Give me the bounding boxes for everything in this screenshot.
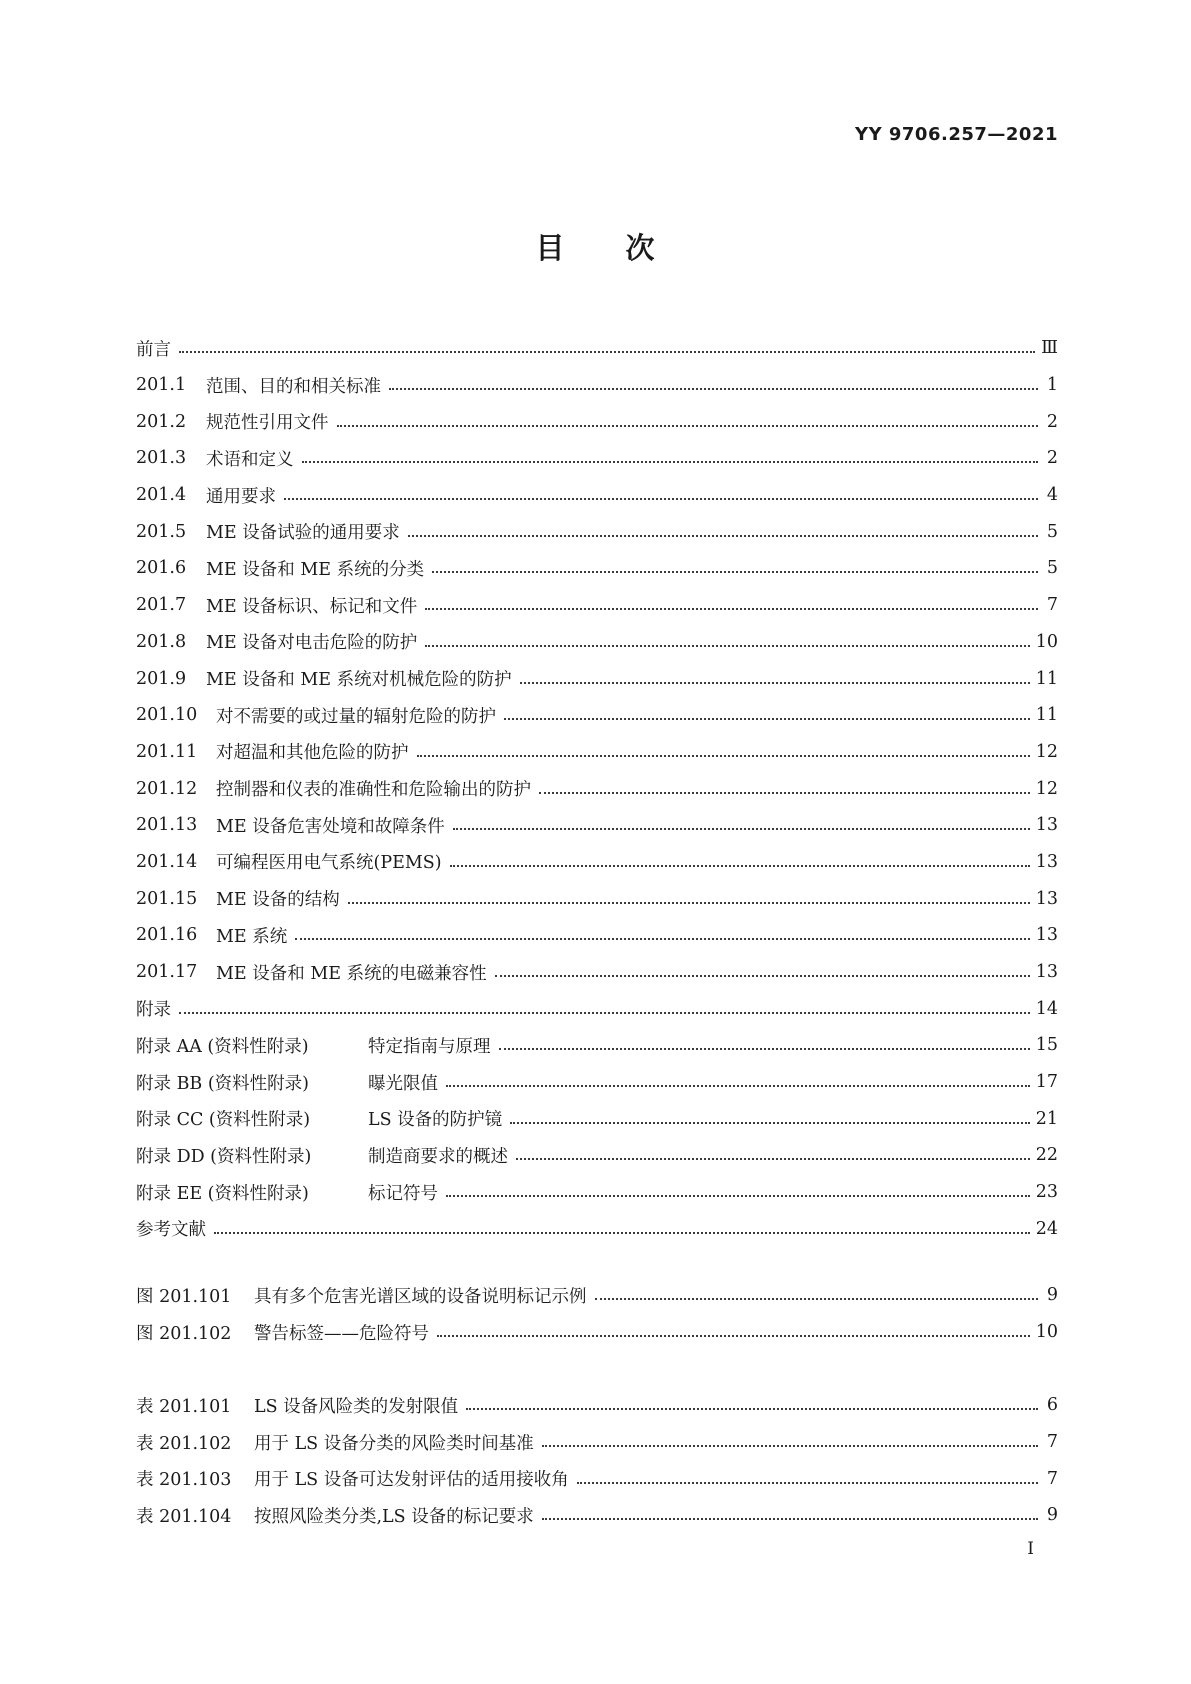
toc-number: 图 201.102 bbox=[136, 1323, 232, 1344]
leader-dots bbox=[504, 718, 1030, 720]
leader-dots bbox=[450, 865, 1030, 867]
leader-dots bbox=[520, 682, 1030, 684]
toc-label: 前言 bbox=[136, 339, 171, 360]
toc-page: 13 bbox=[1035, 815, 1058, 836]
leader-dots bbox=[417, 755, 1030, 757]
toc-page: 13 bbox=[1035, 925, 1058, 946]
toc-entry-201-10[interactable] bbox=[136, 697, 1058, 734]
leader-dots bbox=[542, 1518, 1038, 1520]
toc-number: 201.4 bbox=[136, 485, 187, 506]
toc-entry-foreword[interactable] bbox=[136, 330, 1058, 367]
toc-number: 表 201.101 bbox=[136, 1396, 232, 1417]
leader-dots bbox=[389, 388, 1038, 390]
toc-entry-table-201-102[interactable] bbox=[136, 1424, 1058, 1461]
leader-dots bbox=[425, 608, 1038, 610]
toc-page: 1 bbox=[1046, 375, 1058, 396]
toc-label: ME 设备标识、标记和文件 bbox=[206, 596, 418, 617]
leader-dots bbox=[214, 1232, 1030, 1234]
toc-page: 4 bbox=[1046, 485, 1058, 506]
document-code: YY 9706.257—2021 bbox=[855, 124, 1058, 145]
toc-label: ME 设备对电击危险的防护 bbox=[206, 633, 418, 654]
toc-page: 7 bbox=[1046, 595, 1058, 616]
toc-page: 10 bbox=[1035, 631, 1058, 652]
toc-number: 附录 EE (资料性附录) bbox=[136, 1183, 309, 1204]
leader-dots bbox=[495, 975, 1030, 977]
toc-label: 可编程医用电气系统(PEMS) bbox=[216, 853, 442, 874]
toc-page: 2 bbox=[1046, 448, 1058, 469]
leader-dots bbox=[466, 1408, 1038, 1410]
toc-page: 13 bbox=[1035, 851, 1058, 872]
toc-page: 22 bbox=[1035, 1145, 1058, 1166]
toc-label: 按照风险类分类,LS 设备的标记要求 bbox=[254, 1506, 534, 1527]
toc-number: 201.10 bbox=[136, 705, 198, 726]
toc-label: LS 设备的防护镜 bbox=[368, 1110, 503, 1131]
toc-label: 警告标签——危险符号 bbox=[254, 1323, 429, 1344]
leader-dots bbox=[302, 461, 1039, 463]
toc-entry-figure-201-101[interactable] bbox=[136, 1277, 1058, 1314]
toc-entry-201-3[interactable] bbox=[136, 440, 1058, 477]
toc-label: 对不需要的或过量的辐射危险的防护 bbox=[216, 706, 496, 727]
toc-label: 具有多个危害光谱区域的设备说明标记示例 bbox=[254, 1286, 587, 1307]
toc-entry-201-8[interactable] bbox=[136, 624, 1058, 661]
toc-label: LS 设备风险类的发射限值 bbox=[254, 1396, 459, 1417]
toc-page: 7 bbox=[1046, 1468, 1058, 1489]
leader-dots bbox=[446, 1195, 1030, 1197]
toc-number: 201.1 bbox=[136, 375, 187, 396]
toc-entry-201-7[interactable] bbox=[136, 587, 1058, 624]
toc-number: 201.14 bbox=[136, 851, 198, 872]
toc-page: 9 bbox=[1046, 1285, 1058, 1306]
toc-number: 表 201.104 bbox=[136, 1506, 232, 1527]
toc-page: 6 bbox=[1046, 1395, 1058, 1416]
toc-number: 201.16 bbox=[136, 925, 198, 946]
leader-dots bbox=[510, 1122, 1030, 1124]
toc-entry-annex-ee[interactable] bbox=[136, 1174, 1058, 1211]
toc-page: 14 bbox=[1035, 998, 1058, 1019]
toc-label: 通用要求 bbox=[206, 486, 276, 507]
title-char-1: 目 bbox=[535, 231, 566, 265]
leader-dots bbox=[437, 1335, 1030, 1337]
toc-entry-table-201-101[interactable] bbox=[136, 1387, 1058, 1424]
toc-entry-201-11[interactable] bbox=[136, 734, 1058, 771]
leader-dots bbox=[284, 498, 1038, 500]
toc-number: 附录 DD (资料性附录) bbox=[136, 1146, 312, 1167]
toc-page: 21 bbox=[1035, 1108, 1058, 1129]
leader-dots bbox=[542, 1445, 1038, 1447]
toc-number: 附录 AA (资料性附录) bbox=[136, 1036, 309, 1057]
toc-label: ME 设备和 ME 系统的电磁兼容性 bbox=[216, 963, 487, 984]
toc-label: 标记符号 bbox=[368, 1183, 438, 1204]
leader-dots bbox=[595, 1298, 1039, 1300]
toc-label: 参考文献 bbox=[136, 1220, 206, 1241]
toc-entry-201-12[interactable] bbox=[136, 770, 1058, 807]
toc-label: 用于 LS 设备分类的风险类时间基准 bbox=[254, 1433, 534, 1454]
leader-dots bbox=[499, 1048, 1030, 1050]
toc-label: 范围、目的和相关标准 bbox=[206, 376, 381, 397]
toc-label: 对超温和其他危险的防护 bbox=[216, 743, 409, 764]
toc-main bbox=[136, 330, 1058, 1247]
leader-dots bbox=[432, 571, 1038, 573]
toc-number: 201.13 bbox=[136, 815, 198, 836]
toc-label: 附录 bbox=[136, 1000, 171, 1021]
toc-figures bbox=[136, 1277, 1058, 1350]
toc-number: 201.3 bbox=[136, 448, 187, 469]
leader-dots bbox=[179, 1012, 1030, 1014]
toc-entry-appendix[interactable] bbox=[136, 990, 1058, 1027]
leader-dots bbox=[337, 425, 1039, 427]
toc-number: 201.15 bbox=[136, 888, 198, 909]
leader-dots bbox=[179, 351, 1035, 353]
toc-page: 2 bbox=[1046, 411, 1058, 432]
toc-label: ME 设备和 ME 系统的分类 bbox=[206, 559, 425, 580]
toc-page: Ⅲ bbox=[1041, 338, 1058, 359]
toc-page: 23 bbox=[1035, 1182, 1058, 1203]
toc-entry-annex-bb[interactable] bbox=[136, 1064, 1058, 1101]
toc-label: ME 设备的结构 bbox=[216, 890, 340, 911]
toc-page: 13 bbox=[1035, 962, 1058, 983]
toc-label: ME 设备危害处境和故障条件 bbox=[216, 816, 445, 837]
toc-label: 用于 LS 设备可达发射评估的适用接收角 bbox=[254, 1470, 569, 1491]
toc-entry-bibliography[interactable] bbox=[136, 1211, 1058, 1248]
leader-dots bbox=[446, 1085, 1030, 1087]
toc-entry-201-4[interactable] bbox=[136, 477, 1058, 514]
toc-entry-figure-201-102[interactable] bbox=[136, 1314, 1058, 1351]
toc-number: 图 201.101 bbox=[136, 1286, 232, 1307]
leader-dots bbox=[295, 938, 1029, 940]
toc-number: 201.6 bbox=[136, 558, 187, 579]
toc-label: ME 系统 bbox=[216, 926, 288, 947]
toc-entry-201-15[interactable] bbox=[136, 880, 1058, 917]
leader-dots bbox=[408, 535, 1038, 537]
toc-number: 201.11 bbox=[136, 741, 198, 762]
toc-tables bbox=[136, 1387, 1058, 1534]
toc-page: 13 bbox=[1035, 888, 1058, 909]
toc-number: 201.7 bbox=[136, 595, 187, 616]
toc-entry-201-13[interactable] bbox=[136, 807, 1058, 844]
toc-page: 5 bbox=[1046, 521, 1058, 542]
toc-label: 规范性引用文件 bbox=[206, 413, 329, 434]
leader-dots bbox=[539, 792, 1030, 794]
page-title bbox=[0, 226, 1191, 267]
toc-entry-201-16[interactable] bbox=[136, 917, 1058, 954]
page-number: I bbox=[1027, 1539, 1034, 1559]
toc-entry-201-17[interactable] bbox=[136, 954, 1058, 991]
toc-page: 12 bbox=[1035, 741, 1058, 762]
toc-number: 附录 BB (资料性附录) bbox=[136, 1073, 309, 1094]
toc-page: 24 bbox=[1035, 1218, 1058, 1239]
toc-entry-table-201-104[interactable] bbox=[136, 1497, 1058, 1534]
toc-page: 17 bbox=[1035, 1072, 1058, 1093]
leader-dots bbox=[453, 828, 1030, 830]
toc-page: 10 bbox=[1035, 1322, 1058, 1343]
toc-entry-201-5[interactable] bbox=[136, 513, 1058, 550]
toc-entry-201-2[interactable] bbox=[136, 403, 1058, 440]
toc-label: 曝光限值 bbox=[368, 1073, 438, 1094]
toc-page: 11 bbox=[1035, 668, 1058, 689]
leader-dots bbox=[425, 645, 1029, 647]
toc-entry-table-201-103[interactable] bbox=[136, 1460, 1058, 1497]
leader-dots bbox=[516, 1158, 1030, 1160]
toc-label: ME 设备和 ME 系统对机械危险的防护 bbox=[206, 670, 512, 691]
toc-number: 201.8 bbox=[136, 631, 187, 652]
toc-page: 9 bbox=[1046, 1505, 1058, 1526]
leader-dots bbox=[577, 1482, 1038, 1484]
toc-number: 附录 CC (资料性附录) bbox=[136, 1110, 311, 1131]
toc-entry-201-1[interactable] bbox=[136, 367, 1058, 404]
toc-page: 15 bbox=[1035, 1035, 1058, 1056]
toc-number: 201.12 bbox=[136, 778, 198, 799]
toc-number: 表 201.103 bbox=[136, 1470, 232, 1491]
toc-entry-201-6[interactable] bbox=[136, 550, 1058, 587]
toc-number: 表 201.102 bbox=[136, 1433, 232, 1454]
toc-label: 制造商要求的概述 bbox=[368, 1146, 508, 1167]
toc-entry-201-14[interactable] bbox=[136, 844, 1058, 881]
toc-entry-201-9[interactable] bbox=[136, 660, 1058, 697]
title-char-2: 次 bbox=[625, 231, 656, 265]
toc-page: 11 bbox=[1035, 705, 1058, 726]
toc-number: 201.9 bbox=[136, 668, 187, 689]
toc-page: 5 bbox=[1046, 558, 1058, 579]
toc-page: 7 bbox=[1046, 1432, 1058, 1453]
toc-entry-annex-cc[interactable] bbox=[136, 1100, 1058, 1137]
toc-entry-annex-aa[interactable] bbox=[136, 1027, 1058, 1064]
leader-dots bbox=[348, 902, 1030, 904]
toc-page: 12 bbox=[1035, 778, 1058, 799]
toc-number: 201.5 bbox=[136, 521, 187, 542]
toc-label: 术语和定义 bbox=[206, 449, 294, 470]
toc-label: 特定指南与原理 bbox=[368, 1036, 491, 1057]
toc-number: 201.2 bbox=[136, 411, 187, 432]
toc-entry-annex-dd[interactable] bbox=[136, 1137, 1058, 1174]
toc-number: 201.17 bbox=[136, 962, 198, 983]
toc-label: ME 设备试验的通用要求 bbox=[206, 523, 400, 544]
toc-label: 控制器和仪表的准确性和危险输出的防护 bbox=[216, 780, 531, 801]
